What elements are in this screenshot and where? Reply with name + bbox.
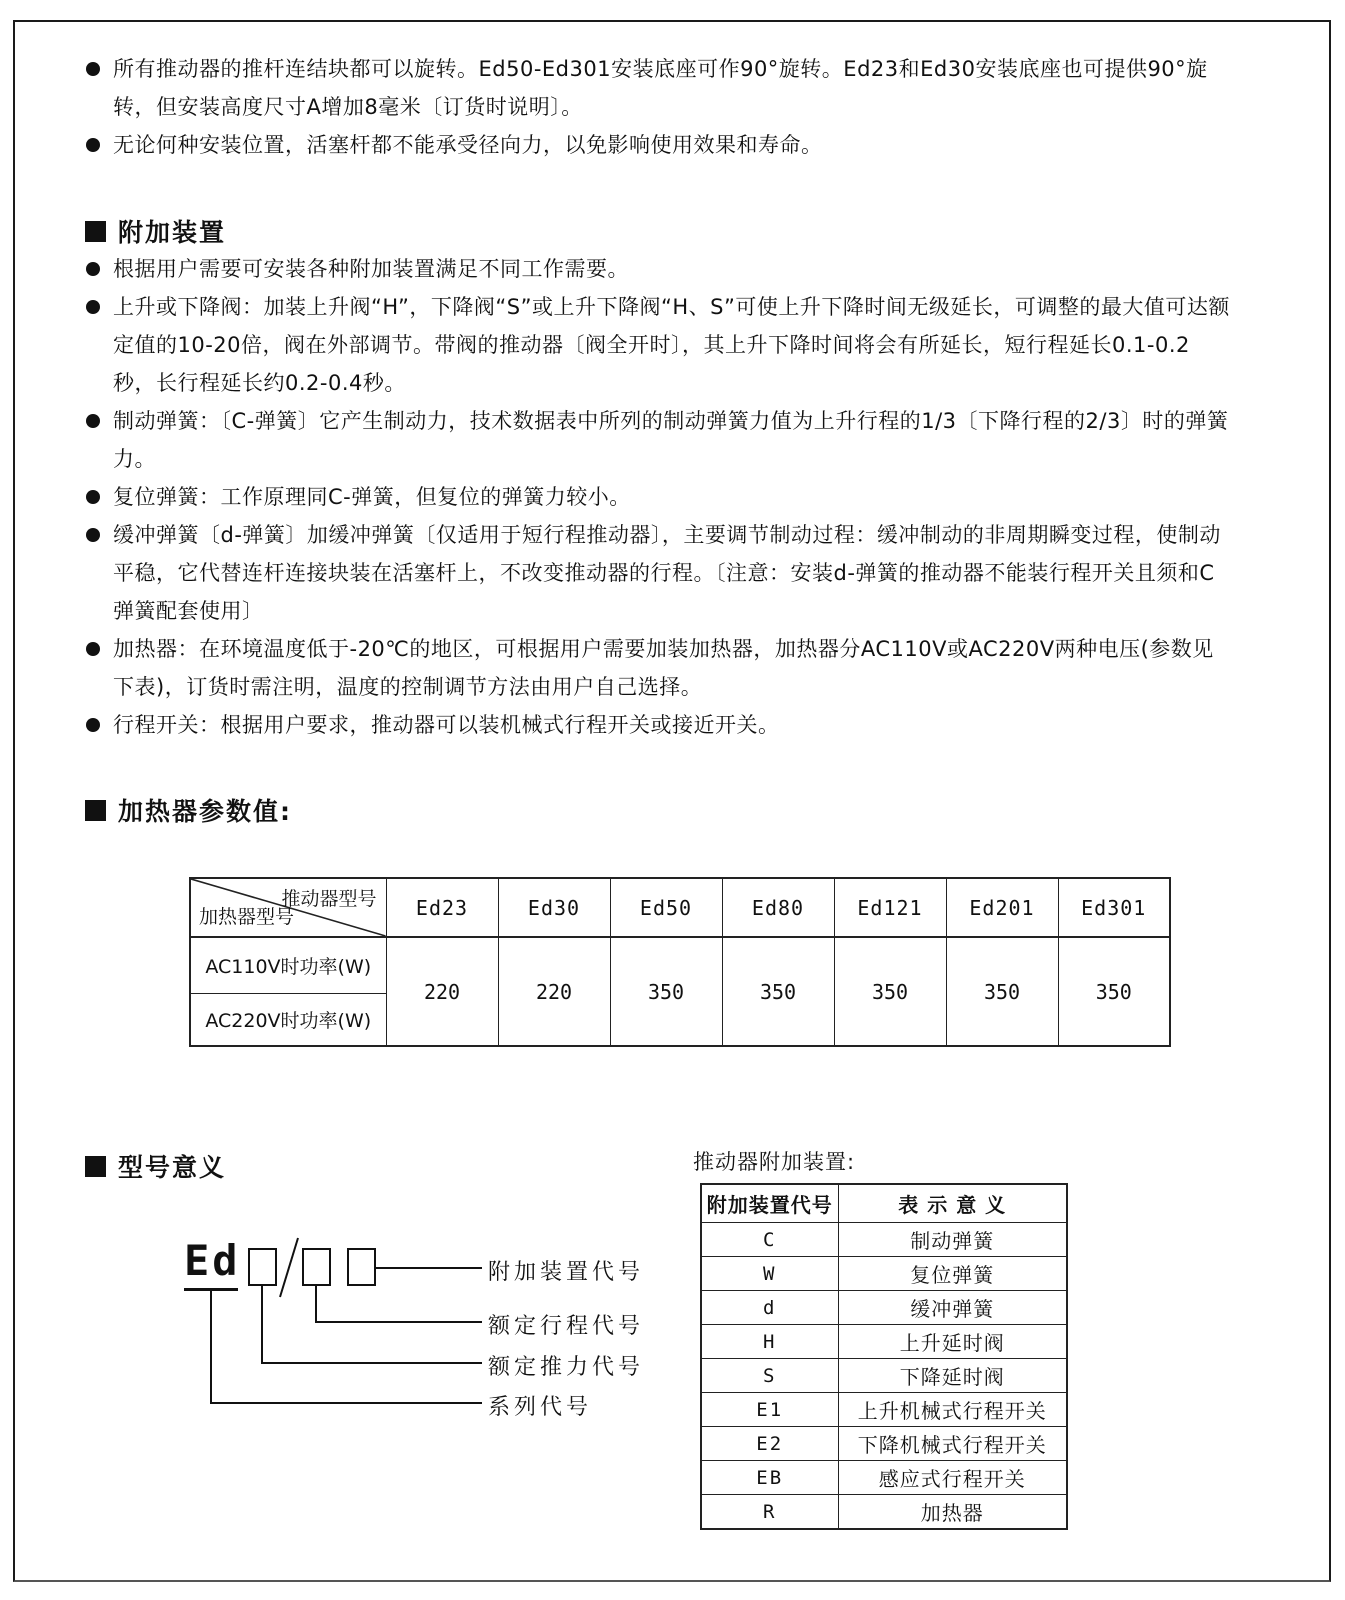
code-meaning: 复位弹簧 — [838, 1257, 1067, 1291]
bullet-text: 所有推动器的推杆连结块都可以旋转。Ed50-Ed301安装底座可作90°旋转。Ed23和Ed30安装底座也可提供90°旋转，但安装高度尺寸A增加8毫米〔订货时说明〕。 — [113, 57, 1208, 119]
column-header: Ed50 — [610, 878, 722, 937]
code-value: C — [701, 1223, 838, 1257]
bullet-text: 加热器：在环境温度低于-20℃的地区，可根据用户需要加装加热器，加热器分AC110V或AC220V两种电压(参数见下表)，订货时需注明，温度的控制调节方法由用户自己选择。 — [113, 637, 1214, 699]
bullet-text: 缓冲弹簧〔d-弹簧〕加缓冲弹簧〔仅适用于短行程推动器〕，主要调节制动过程：缓冲制动的非周期瞬变过程，使制动平稳，它代替连杆连接块装在活塞杆上，不改变推动器的行程。〔注意：安装d-弹簧的推动器不能装行程开关且须和C弹簧配套使用〕 — [113, 523, 1221, 623]
list-item — [85, 50, 1231, 126]
power-value: 350 — [722, 937, 834, 1046]
list-item — [85, 250, 1231, 288]
square-bullet-icon — [85, 800, 106, 821]
list-item — [85, 288, 1231, 402]
bullet-text: 制动弹簧：〔C-弹簧〕它产生制动力，技术数据表中所列的制动弹簧力值为上升行程的1/3〔下降行程的2/3〕时的弹簧力。 — [113, 409, 1229, 471]
power-value: 350 — [610, 937, 722, 1046]
code-value: d — [701, 1291, 838, 1325]
code-value: E1 — [701, 1393, 838, 1427]
corner-label-actuator-model: 推动器型号 — [281, 888, 377, 910]
bullet-icon — [86, 414, 100, 428]
bullet-icon — [86, 262, 100, 276]
list-item — [85, 706, 1231, 744]
column-header: Ed301 — [1058, 878, 1170, 937]
code-meaning: 感应式行程开关 — [838, 1461, 1067, 1495]
corner-label-heater-model: 加热器型号 — [199, 906, 295, 928]
section-heading-model-meaning — [85, 1148, 226, 1184]
code-value: H — [701, 1325, 838, 1359]
list-item — [85, 516, 1231, 630]
list-item — [85, 478, 1231, 516]
bullet-icon — [86, 528, 100, 542]
code-meaning: 下降延时阀 — [838, 1359, 1067, 1393]
table-row — [701, 1291, 1067, 1325]
section-heading-heater-params — [85, 792, 292, 828]
series-prefix: Ed — [184, 1236, 241, 1285]
section-title: 加热器参数值: — [118, 797, 292, 826]
attachment-codes-table — [700, 1183, 1068, 1530]
section-title: 型号意义 — [118, 1153, 227, 1182]
code-value: W — [701, 1257, 838, 1291]
square-bullet-icon — [85, 1156, 106, 1177]
column-header: Ed121 — [834, 878, 946, 937]
table-row — [701, 1325, 1067, 1359]
code-meaning: 下降机械式行程开关 — [838, 1427, 1067, 1461]
table-row — [701, 1495, 1067, 1530]
heater-table — [189, 877, 1171, 1047]
column-header: Ed80 — [722, 878, 834, 937]
code-meaning: 上升延时阀 — [838, 1325, 1067, 1359]
diagram-label-stroke-code: 额定行程代号 — [488, 1314, 645, 1339]
codes-header-code: 附加装置代号 — [701, 1184, 838, 1223]
list-item — [85, 402, 1231, 478]
row-header: AC220V时功率(W) — [190, 993, 386, 1046]
row-header: AC110V时功率(W) — [190, 937, 386, 993]
table-row — [701, 1427, 1067, 1461]
codes-table-title: 推动器附加装置: — [693, 1150, 856, 1174]
table-row — [701, 1223, 1067, 1257]
attachments-bullet-list — [85, 250, 1231, 744]
bullet-icon — [86, 138, 100, 152]
bullet-text: 无论何种安装位置，活塞杆都不能承受径向力，以免影响使用效果和寿命。 — [113, 133, 823, 157]
bullet-icon — [86, 490, 100, 504]
thrust-code-box — [248, 1248, 277, 1286]
column-header: Ed23 — [386, 878, 498, 937]
section-title: 附加装置 — [118, 218, 227, 247]
bullet-icon — [86, 718, 100, 732]
power-value: 350 — [946, 937, 1058, 1046]
bullet-icon — [86, 62, 100, 76]
bullet-icon — [86, 300, 100, 314]
code-value: S — [701, 1359, 838, 1393]
power-value: 350 — [834, 937, 946, 1046]
bullet-text: 根据用户需要可安装各种附加装置满足不同工作需要。 — [113, 257, 629, 281]
code-value: R — [701, 1495, 838, 1530]
diagram-label-series-code: 系列代号 — [488, 1395, 593, 1420]
square-bullet-icon — [85, 221, 106, 242]
bullet-icon — [86, 642, 100, 656]
bullet-text: 上升或下降阀：加装上升阀“H”，下降阀“S”或上升下降阀“H、S”可使上升下降时间无级延长，可调整的最大值可达额定值的10-20倍，阀在外部调节。带阀的推动器〔阀全开时〕，其上升下降时间将会有所延长，短行程延长0.1-0.2秒，长行程延长约0.2-0.4秒。 — [113, 295, 1230, 395]
list-item — [85, 630, 1231, 706]
connector-lines — [170, 1190, 682, 1425]
codes-header-meaning: 表 示 意 义 — [838, 1184, 1067, 1223]
prefix-underline — [184, 1288, 238, 1291]
power-value: 220 — [498, 937, 610, 1046]
column-header: Ed201 — [946, 878, 1058, 937]
code-meaning: 加热器 — [838, 1495, 1067, 1530]
section-heading-attachments — [85, 213, 226, 249]
attachment-code-box — [347, 1248, 376, 1286]
bullet-text: 复位弹簧：工作原理同C-弹簧，但复位的弹簧力较小。 — [113, 485, 631, 509]
diagram-label-thrust-code: 额定推力代号 — [488, 1355, 645, 1380]
bullet-text: 行程开关：根据用户要求，推动器可以装机械式行程开关或接近开关。 — [113, 713, 780, 737]
table-row — [701, 1393, 1067, 1427]
code-meaning: 上升机械式行程开关 — [838, 1393, 1067, 1427]
stroke-code-box — [302, 1248, 331, 1286]
list-item — [85, 126, 1231, 164]
diagram-label-attachment-code: 附加装置代号 — [488, 1260, 645, 1285]
power-value: 350 — [1058, 937, 1170, 1046]
column-header: Ed30 — [498, 878, 610, 937]
corner-header-cell — [190, 878, 386, 937]
code-meaning: 缓冲弹簧 — [838, 1291, 1067, 1325]
top-bullet-list — [85, 50, 1231, 164]
table-row — [701, 1461, 1067, 1495]
code-meaning: 制动弹簧 — [838, 1223, 1067, 1257]
model-code-diagram — [170, 1190, 682, 1425]
table-row — [701, 1257, 1067, 1291]
code-value: EB — [701, 1461, 838, 1495]
power-value: 220 — [386, 937, 498, 1046]
table-row — [701, 1359, 1067, 1393]
code-value: E2 — [701, 1427, 838, 1461]
